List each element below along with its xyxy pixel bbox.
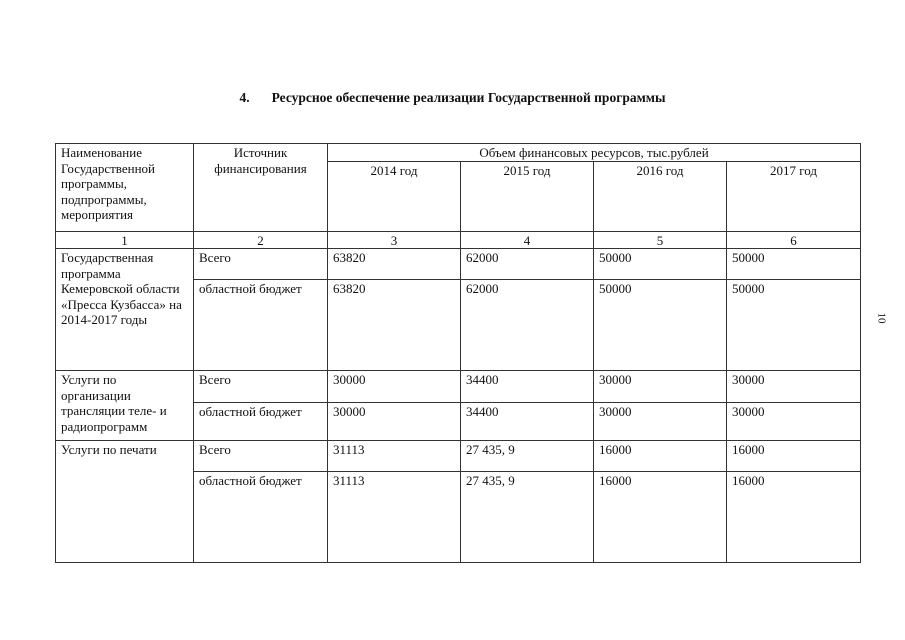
header-year-cell: 2014 год — [328, 161, 461, 231]
value-cell: 50000 — [594, 280, 727, 371]
value-cell: 27 435, 9 — [461, 441, 594, 472]
header-year-cell: 2017 год — [727, 161, 861, 231]
section-heading-text: Ресурсное обеспечение реализации Государственной программы — [271, 90, 666, 105]
value-cell: 62000 — [461, 249, 594, 280]
program-name-cell: Государственная программа Кемеровской области «Пресса Кузбасса» на 2014-2017 годы — [56, 249, 194, 371]
header-volume-cell: Объем финансовых ресурсов, тыс.рублей — [328, 144, 861, 162]
header-year-cell: 2015 год — [461, 161, 594, 231]
value-cell: 16000 — [594, 472, 727, 563]
column-number-cell: 4 — [461, 231, 594, 249]
column-number-cell: 2 — [194, 231, 328, 249]
value-cell: 30000 — [727, 403, 861, 441]
value-cell: 34400 — [461, 371, 594, 403]
table-row — [56, 441, 861, 472]
value-cell: 30000 — [594, 371, 727, 403]
value-cell: 30000 — [594, 403, 727, 441]
column-number-cell: 6 — [727, 231, 861, 249]
column-number-cell: 5 — [594, 231, 727, 249]
value-cell: 63820 — [328, 280, 461, 371]
header-year-cell: 2016 год — [594, 161, 727, 231]
value-cell: 16000 — [727, 472, 861, 563]
value-cell: 31113 — [328, 472, 461, 563]
value-cell: 50000 — [727, 249, 861, 280]
value-cell: 16000 — [727, 441, 861, 472]
value-cell: 62000 — [461, 280, 594, 371]
table-row — [56, 371, 861, 403]
value-cell: 50000 — [727, 280, 861, 371]
section-heading — [0, 90, 905, 106]
program-name-cell: Услуги по организации трансляции теле- и радиопрограмм — [56, 371, 194, 441]
section-number: 4. — [239, 90, 250, 105]
value-cell: 30000 — [328, 371, 461, 403]
table-header-row — [56, 144, 861, 162]
value-cell: 16000 — [594, 441, 727, 472]
value-cell: 30000 — [727, 371, 861, 403]
table-row — [56, 249, 861, 280]
source-cell: Всего — [194, 371, 328, 403]
value-cell: 34400 — [461, 403, 594, 441]
source-cell: областной бюджет — [194, 472, 328, 563]
value-cell: 31113 — [328, 441, 461, 472]
header-name-cell: Наименование Государственной программы, подпрограммы, мероприятия — [56, 144, 194, 232]
column-number-row — [56, 231, 861, 249]
header-source-cell: Источник финансирования — [194, 144, 328, 232]
source-cell: областной бюджет — [194, 403, 328, 441]
column-number-cell: 1 — [56, 231, 194, 249]
value-cell: 27 435, 9 — [461, 472, 594, 563]
value-cell: 63820 — [328, 249, 461, 280]
source-cell: областной бюджет — [194, 280, 328, 371]
column-number-cell: 3 — [328, 231, 461, 249]
source-cell: Всего — [194, 249, 328, 280]
value-cell: 50000 — [594, 249, 727, 280]
source-cell: Всего — [194, 441, 328, 472]
program-name-cell: Услуги по печати — [56, 441, 194, 563]
page-number: 10 — [875, 312, 888, 324]
resource-table — [55, 143, 861, 563]
value-cell: 30000 — [328, 403, 461, 441]
